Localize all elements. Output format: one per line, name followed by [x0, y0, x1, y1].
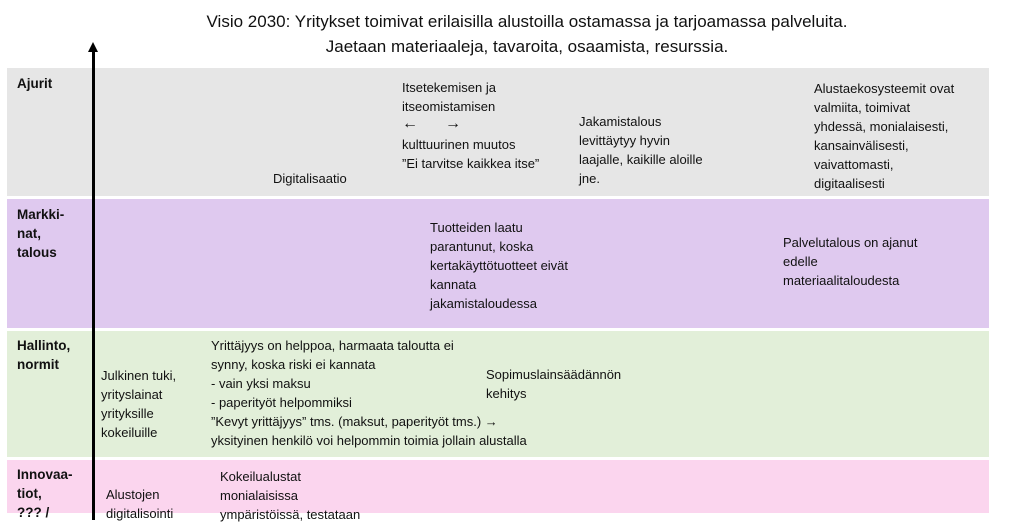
hallinto-sopimuslainsaadanto: Sopimuslainsäädännön kehitys — [486, 367, 622, 401]
title-line-1: Visio 2030: Yritykset toimivat erilaisilla alustoilla ostamassa ja tarjoamassa palveluita. — [206, 12, 848, 31]
title-line-2: Jaetaan materiaaleja, tavaroita, osaamista, resurssia. — [325, 37, 729, 56]
hallinto-yrittajyys: Yrittäjyys on helppoa, harmaata taloutta ei synny, koska riski ei kannata - vain yksi maksu - paperityöt helpommiksi ”Kevyt yrittäjyys” tms. (maksut, paperityöt tms.) → yksityinen henkilö voi helpommin toimia jollain alustalla — [211, 338, 527, 448]
hallinto-julkinen-tuki: Julkinen tuki, yrityslainat yrityksille kokeiluille — [101, 368, 177, 440]
arrow-right-icon: → — [445, 115, 461, 132]
innovaatiot-kokeilualustat: Kokeilualustat monialaisissa ympäristöissä, testataan — [220, 469, 361, 522]
row-label-ajurit: Ajurit — [17, 76, 53, 91]
markkinat-tuotteiden-laatu: Tuotteiden laatu parantunut, koska kertakäyttötuotteet eivät kannata jakamistaloudessa — [430, 220, 569, 311]
ajurit-kulttuuri: kulttuurinen muutos ”Ei tarvitse kaikkea itse” — [402, 137, 540, 171]
markkinat-palvelutalous: Palvelutalous on ajanut edelle materiaalitaloudesta — [783, 235, 918, 288]
ajurit-itsetekeminen: Itsetekemisen ja itseomistamisen — [402, 80, 496, 114]
diagram-title — [0, 9, 1024, 59]
ajurit-alustaekosysteemit: Alustaekosysteemit ovat valmiita, toimivat yhdessä, monialaisesti, kansainvälisesti, vaivattomasti, digitaalisesti — [814, 81, 955, 191]
arrow-left-icon: ← — [402, 115, 418, 132]
axis-arrow-up-icon — [88, 42, 98, 52]
row-label-markkinat: Markki- nat, talous — [17, 207, 65, 260]
ajurit-digitalisaatio: Digitalisaatio — [273, 171, 347, 186]
ajurit-jakamistalous: Jakamistalous levittäytyy hyvin laajalle, kaikille aloille jne. — [579, 114, 703, 186]
time-axis-line — [92, 50, 95, 520]
row-label-innovaatiot: Innovaa- tiot, ??? / — [17, 467, 73, 520]
innovaatiot-alustojen-digitalisointi: Alustojen digitalisointi — [106, 487, 174, 521]
row-label-hallinto: Hallinto, normit — [17, 338, 71, 372]
